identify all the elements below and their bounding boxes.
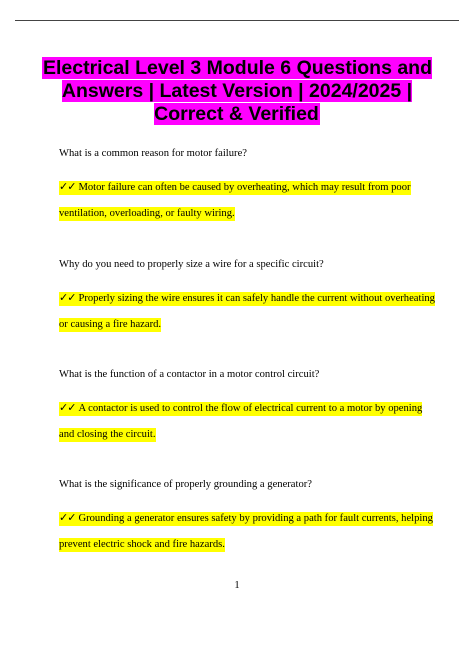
- check-mark-icon: ✓✓: [59, 180, 76, 193]
- qa-item: [59, 258, 439, 338]
- qa-item: [59, 368, 439, 448]
- answer-body: Grounding a generator ensures safety by providing a path for fault currents, helping prevent electric shock and fire hazards.: [59, 513, 433, 550]
- check-mark-icon: ✓✓: [59, 291, 76, 304]
- question-text: What is the significance of properly grounding a generator?: [59, 479, 312, 490]
- answer-text: [59, 395, 439, 448]
- qa-item: [59, 478, 439, 558]
- document-title-text: Electrical Level 3 Module 6 Questions and Answers | Latest Version | 2024/2025 | Correct & Verified: [42, 57, 433, 125]
- check-mark-icon: ✓✓: [59, 511, 76, 524]
- question-text: What is a common reason for motor failure?: [59, 148, 247, 159]
- answer-text: [59, 174, 439, 227]
- question-text: Why do you need to properly size a wire for a specific circuit?: [59, 259, 324, 270]
- answer-body: Properly sizing the wire ensures it can safely handle the current without overheating or causing a fire hazard.: [59, 293, 435, 330]
- answer-body: Motor failure can often be caused by overheating, which may result from poor ventilation, overloading, or faulty wiring.: [59, 182, 411, 219]
- answer-text: [59, 505, 439, 558]
- document-title: [40, 57, 434, 126]
- page-number: 1: [234, 580, 240, 591]
- answer-body: A contactor is used to control the flow of electrical current to a motor by opening and closing the circuit.: [59, 403, 423, 440]
- qa-item: [59, 147, 439, 227]
- check-mark-icon: ✓✓: [59, 401, 76, 414]
- top-divider: [15, 20, 459, 21]
- question-text: What is the function of a contactor in a motor control circuit?: [59, 369, 320, 380]
- answer-text: [59, 285, 439, 338]
